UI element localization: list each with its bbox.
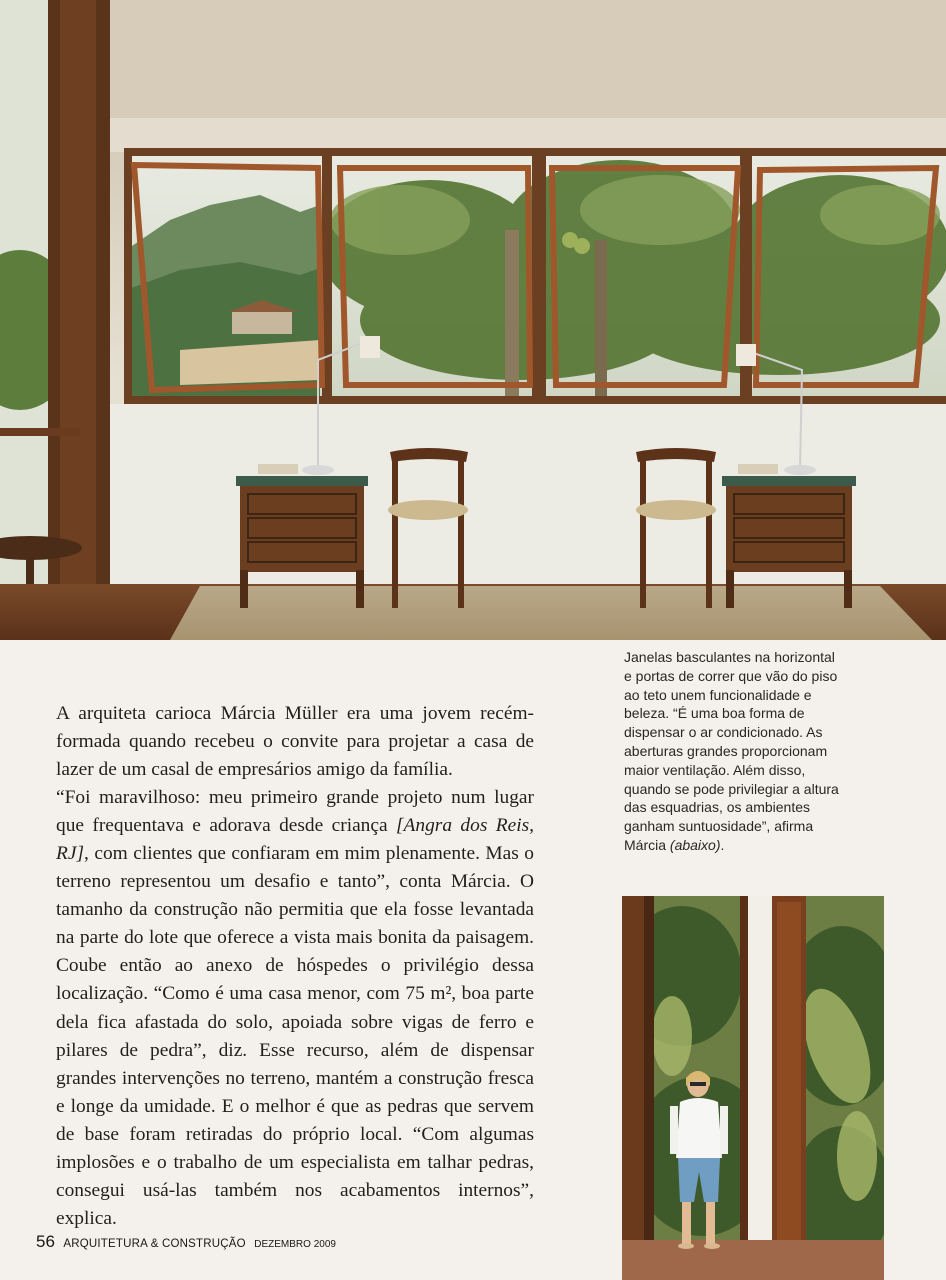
article-paragraph-intro: A arquiteta carioca Márcia Müller era uma jovem recém-formada quando recebeu o convite para projetar a casa de lazer de um casal de empresários amigo da família.: [56, 703, 534, 781]
magazine-name: ARQUITETURA & CONSTRUÇÃO: [63, 1238, 246, 1250]
page-footer: [36, 1232, 336, 1252]
page-number: 56: [36, 1232, 55, 1251]
issue-date: DEZEMBRO 2009: [254, 1239, 336, 1250]
architect-portrait-illustration: [622, 896, 884, 1280]
caption-text: Janelas basculantes na horizontal e portas de correr que vão do piso ao teto unem funcionalidade e beleza. “É uma boa forma de dispensar o ar condicionado. As aberturas grandes proporcionam maior ventilação. Além disso, quando se pode privilegiar a altura das esquadrias, os ambientes ganham suntuosidade”, afirma Márcia: [624, 649, 839, 853]
location-note: [Angra dos Reis, RJ]: [56, 815, 534, 865]
article-paragraph-main: [56, 784, 534, 1233]
quote-continuation: , com clientes que confiaram em mim plenamente. Mas o terreno representou um desafio e tanto”, conta Márcia. O tamanho da construção não permitia que ela fosse levantada na parte do lote que oferece a vista mais bonita da paisagem. Coube então ao anexo de hóspedes o privilégio dessa localização. “Como é uma casa menor, com 75 m², boa parte dela fica afastada do solo, apoiada sobre vigas de ferro e pilares de pedra”, diz. Esse recurso, além de dispensar grandes intervenções no terreno, mantém a construção fresca e longe da umidade. E o melhor é que as pedras que servem de base foram retiradas do próprio local. “Com algumas implosões e o trabalho de um especialista em talhar pedras, consegui usá-las também nos acabamentos internos”, explica.: [56, 843, 534, 1229]
caption-reference: (abaixo): [669, 836, 721, 853]
quote-start: “Foi maravilhoso: meu primeiro grande projeto num lugar que frequentava e adorava desde criança: [56, 787, 534, 837]
caption-end: .: [720, 836, 725, 853]
photo-caption: [624, 648, 846, 855]
article-body: [56, 700, 534, 1233]
portrait-photo: [622, 896, 884, 1280]
